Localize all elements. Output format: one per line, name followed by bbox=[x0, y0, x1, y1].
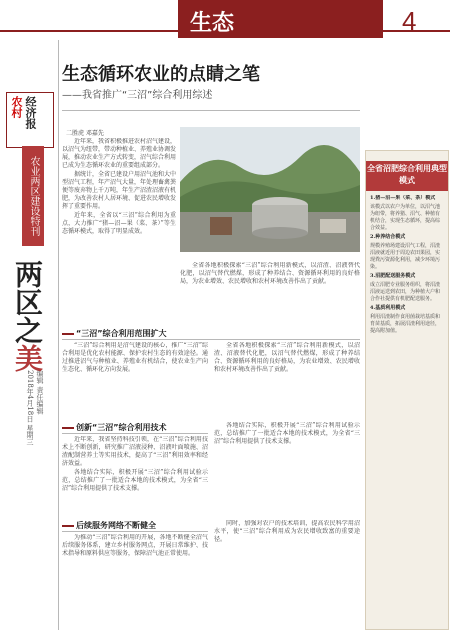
special-issue-banner: 农业两区建设特刊 bbox=[22, 146, 44, 246]
body-paragraph: 全省各地积极探索“三沼”综合利用新模式，以沼渣、沼液替代化肥，以沼气替代燃煤，形成了种养结合、资源循环利用的良好格局，为农业增效、农民增收和农村环境改善作出了贡献。 bbox=[214, 342, 360, 373]
logo-red-text: 农村 bbox=[10, 96, 23, 118]
newspaper-logo bbox=[6, 92, 54, 148]
sidebar-box bbox=[365, 150, 449, 630]
masthead-divider bbox=[58, 40, 59, 630]
section-2-text-right bbox=[214, 422, 360, 516]
section-title-char-3: 之 bbox=[11, 316, 44, 344]
biogas-plant-photo bbox=[180, 127, 360, 252]
sidebar-item-heading: 3.沼肥配送服务模式 bbox=[370, 273, 416, 279]
section-title-char-2: 区 bbox=[11, 288, 44, 316]
section-3-title-text: 后续服务网络不断健全 bbox=[76, 521, 156, 530]
section-1-text-right bbox=[214, 342, 360, 416]
sidebar-body bbox=[370, 195, 444, 625]
intro-text bbox=[62, 138, 176, 328]
body-paragraph: 各地结合实际，积极开展“三沼”综合利用试验示范，总结推广了一批适合本地的技术模式，为全省“三沼”综合利用提供了技术支撑。 bbox=[62, 469, 208, 492]
issue-date: 2018年4月18日 星期三 bbox=[26, 370, 34, 446]
section-1-title-text: “三沼”综合利用范围扩大 bbox=[76, 329, 167, 338]
section-3-text-right bbox=[214, 520, 360, 630]
body-paragraph: 各地结合实际，积极开展“三沼”综合利用试验示范，总结推广了一批适合本地的技术模式，为全省“三沼”综合利用提供了技术支撑。 bbox=[214, 422, 360, 445]
body-paragraph: 为推动“三沼”综合利用的开展，各地不断健全沼气后续服务体系，建立乡村服务网点，开展日常维护、技术指导和原料供应等服务，保障沼气池正常使用。 bbox=[62, 534, 208, 557]
sidebar-item-text: 规模养殖场建设沼气工程，沼渣沼液就近用于周边农田果园，实现粪污资源化利用，减少环境污染。 bbox=[370, 243, 441, 270]
section-2-title bbox=[62, 422, 208, 434]
section-3-title bbox=[62, 520, 208, 532]
section-marker-icon bbox=[62, 525, 74, 527]
byline: 二胜虎 邓嘉先 bbox=[66, 130, 104, 137]
intro-continued-text bbox=[180, 262, 360, 326]
body-paragraph: 近年来，我省坚持科技引领，在“三沼”综合利用技术上不断创新，研究推广沼液浸种、沼液叶面喷施、沼渣配制营养土等实用技术，提高了“三沼”利用效率和经济效益。 bbox=[62, 436, 208, 467]
section-2-title-text: 创新“三沼”综合利用技术 bbox=[76, 423, 167, 432]
section-3-text-left bbox=[62, 534, 208, 630]
intro-paragraph: 近年来，我省积极推进农村沼气建设，以沼气为纽带，带动种植业、养殖业协调发展，推动农业生产方式转变，沼气综合利用已成为生态循环农业的重要组成部分。 bbox=[62, 138, 176, 169]
headline: 生态循环农业的点睛之笔 bbox=[62, 64, 260, 85]
section-name: 生态 bbox=[190, 10, 235, 36]
sidebar-item-text: 利用沼渣制作食用菌栽培基质和育苗基质，拓展沼渣利用途径，提高附加值。 bbox=[370, 314, 441, 334]
sidebar-title: 全省沼肥综合利用典型模式 bbox=[366, 161, 448, 191]
section-2-text-left bbox=[62, 436, 208, 516]
section-1-title bbox=[62, 328, 360, 340]
body-paragraph: “三沼”综合利用是沼气建设的核心，推广“三沼”综合利用是优化农村能源、保护农村生态的有效途径。通过推进沼气与种植业、养殖业有机结合，使农业生产向生态化、循环化方向发展。 bbox=[62, 342, 208, 373]
masthead bbox=[0, 40, 60, 640]
section-banner bbox=[178, 0, 383, 38]
body-paragraph: 全省各地积极探索“三沼”综合利用新模式，以沼渣、沼液替代化肥，以沼气替代燃煤，形成了种养结合、资源循环利用的良好格局，为农业增效、农民增收和农村环境改善作出了贡献。 bbox=[180, 262, 360, 285]
intro-paragraph: 近年来，全省以“三沼”综合利用为重点，大力推广“猪—沼—果（菜、茶）”等生态循环模式，取得了明显成效。 bbox=[62, 212, 176, 235]
section-marker-icon bbox=[62, 333, 74, 335]
photo-illustration bbox=[180, 127, 360, 252]
section-marker-icon bbox=[62, 427, 74, 429]
body-paragraph: 同时，加强对农户的技术培训，提高农民科学用沼水平，使“三沼”综合利用成为农民增收致富的重要途径。 bbox=[214, 520, 360, 543]
headline-rule bbox=[62, 110, 360, 111]
editor-credit: 编辑 责任编辑 bbox=[36, 370, 44, 415]
sidebar-item-text: 成立沼肥专业服务组织，将沼渣沼液运送到农田，为种植大户和合作社提供有机肥配送服务。 bbox=[370, 282, 441, 302]
section-title-char-1: 两 bbox=[11, 260, 44, 288]
page-number: 4 bbox=[402, 6, 417, 36]
section-title-char-4: 美 bbox=[11, 344, 44, 372]
subheadline: ——我省推广“三沼”综合利用综述 bbox=[62, 90, 213, 101]
section-title bbox=[10, 260, 44, 372]
section-1-text-left bbox=[62, 342, 208, 416]
sidebar-item-heading: 1.猪—沼—果（菜、茶）模式 bbox=[370, 195, 436, 201]
sidebar-item-heading: 4.基质利用模式 bbox=[370, 305, 406, 311]
intro-paragraph: 据统计，全省已建设户用沼气池和大中型沼气工程，年产沼气大量，年处理畜禽粪便等废弃物上千万吨，年生产沼渣沼液有机肥，为改善农村人居环境、促进农民增收发挥了重要作用。 bbox=[62, 171, 176, 210]
sidebar-item-heading: 2.种养结合模式 bbox=[370, 234, 406, 240]
sidebar-item-text: 该模式以农户为单位，以沼气池为纽带，将养猪、沼气、种植有机结合，实现生态循环，提高综合效益。 bbox=[370, 204, 441, 231]
logo-black-text: 经济报 bbox=[24, 96, 37, 129]
